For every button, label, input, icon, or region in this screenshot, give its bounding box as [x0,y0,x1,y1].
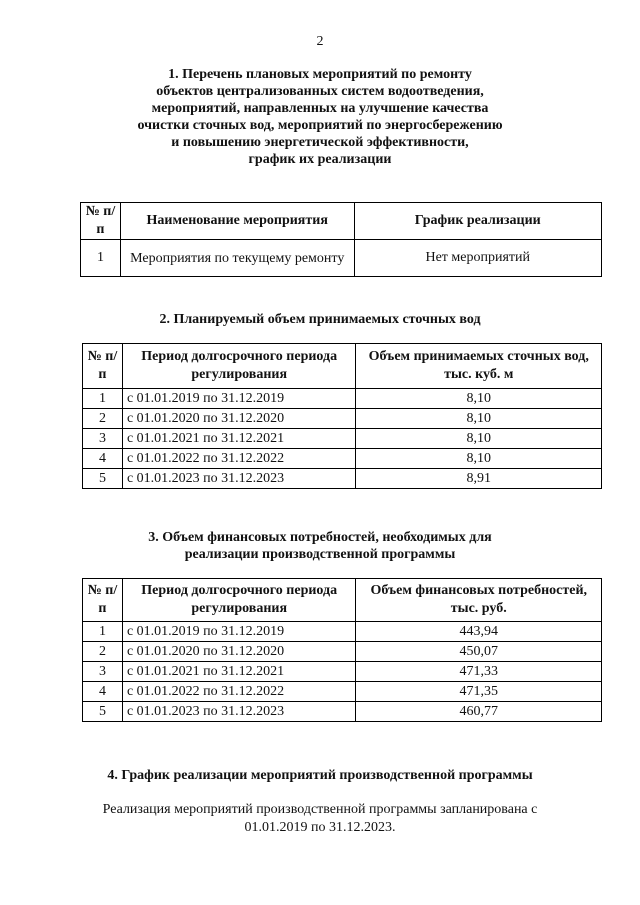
section3-title-line: 3. Объем финансовых потребностей, необходимых для [148,530,492,545]
cell-period: с 01.01.2023 по 31.12.2023 [122,702,356,722]
col-header-num: № п/п [81,203,121,240]
table-row [81,240,602,277]
cell-volume: 8,10 [356,389,602,409]
cell-num: 5 [83,469,123,489]
cell-schedule: Нет мероприятий [354,240,602,277]
cell-num: 4 [83,682,123,702]
col-header-num: № п/п [83,344,123,389]
col-header-finance: Объем финансовых потребностей, тыс. руб. [356,579,602,622]
section1-title-line: 1. Перечень плановых мероприятий по ремонту [168,67,472,82]
section1-title-line: график их реализации [248,152,392,167]
section4-title: 4. График реализации мероприятий производственной программы [107,768,533,783]
table-row [83,409,602,429]
table-row [83,622,602,642]
cell-period: с 01.01.2020 по 31.12.2020 [122,409,356,429]
table-header-row [83,344,602,389]
cell-num: 1 [83,389,123,409]
cell-num: 3 [83,662,123,682]
section2-title: 2. Планируемый объем принимаемых сточных вод [159,312,481,327]
col-header-schedule: График реализации [354,203,602,240]
table-row [83,642,602,662]
table-header-row [83,579,602,622]
cell-period: с 01.01.2019 по 31.12.2019 [122,622,356,642]
cell-volume: 8,91 [356,469,602,489]
cell-period: с 01.01.2023 по 31.12.2023 [122,469,356,489]
implementation-text-line: 01.01.2019 по 31.12.2023. [244,820,396,835]
cell-finance: 460,77 [356,702,602,722]
table-row [83,429,602,449]
section1-title-line: и повышению энергетической эффективности, [171,135,469,150]
cell-finance: 443,94 [356,622,602,642]
col-header-num: № п/п [83,579,123,622]
cell-event-name: Мероприятия по текущему ремонту [120,240,354,277]
table-row [83,469,602,489]
table-row [83,702,602,722]
section1-title-line: объектов централизованных систем водоотведения, [156,84,484,99]
cell-finance: 450,07 [356,642,602,662]
section3-title-line: реализации производственной программы [184,547,456,562]
table-row [83,389,602,409]
section3-title [0,529,640,563]
col-header-period: Период долгосрочного периода регулирования [122,344,356,389]
cell-period: с 01.01.2020 по 31.12.2020 [122,642,356,662]
cell-num: 3 [83,429,123,449]
section1-title-line: очистки сточных вод, мероприятий по энергосбережению [137,118,503,133]
financial-needs-table [82,578,602,722]
cell-num: 4 [83,449,123,469]
cell-period: с 01.01.2021 по 31.12.2021 [122,662,356,682]
col-header-volume: Объем принимаемых сточных вод, тыс. куб. м [356,344,602,389]
cell-volume: 8,10 [356,449,602,469]
table-header-row [81,203,602,240]
section1-title-line: мероприятий, направленных на улучшение качества [151,101,489,116]
cell-period: с 01.01.2021 по 31.12.2021 [122,429,356,449]
wastewater-volume-table [82,343,602,489]
cell-num: 1 [81,240,121,277]
cell-period: с 01.01.2019 по 31.12.2019 [122,389,356,409]
section1-title [0,66,640,168]
table-row [83,682,602,702]
cell-num: 5 [83,702,123,722]
col-header-period: Период долгосрочного периода регулирования [122,579,356,622]
cell-num: 2 [83,642,123,662]
events-table [80,202,602,277]
page-number: 2 [316,34,324,49]
implementation-text-line: Реализация мероприятий производственной программы запланирована с [102,802,538,817]
cell-finance: 471,33 [356,662,602,682]
table-row [83,449,602,469]
cell-period: с 01.01.2022 по 31.12.2022 [122,449,356,469]
implementation-text [0,801,640,837]
cell-num: 1 [83,622,123,642]
table-row [83,662,602,682]
cell-num: 2 [83,409,123,429]
cell-volume: 8,10 [356,409,602,429]
cell-volume: 8,10 [356,429,602,449]
col-header-name: Наименование мероприятия [120,203,354,240]
cell-period: с 01.01.2022 по 31.12.2022 [122,682,356,702]
cell-finance: 471,35 [356,682,602,702]
